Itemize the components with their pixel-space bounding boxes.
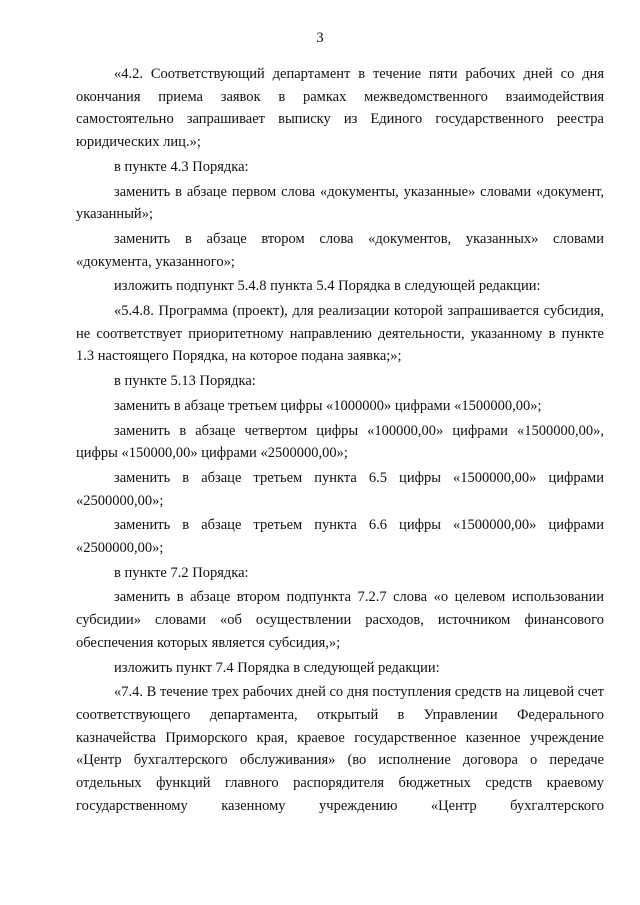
paragraph-replace-first: заменить в абзаце первом слова «документы, указанные» словами «документ, указанный»; <box>76 183 604 223</box>
paragraph-point-7-2: в пункте 7.2 Порядка: <box>114 564 249 581</box>
document-body <box>76 63 604 820</box>
paragraph-replace-third: заменить в абзаце третьем цифры «1000000» цифрами «1500000,00»; <box>114 397 542 414</box>
paragraph-replace-second: заменить в абзаце втором слова «документов, указанных» словами «документа, указанного»; <box>76 230 604 270</box>
paragraph-point-6-6: заменить в абзаце третьем пункта 6.6 цифры «1500000,00» цифрами «2500000,00»; <box>76 517 604 557</box>
paragraph-subpoint-5-4-8-intro: изложить подпункт 5.4.8 пункта 5.4 Порядка в следующей редакции: <box>114 278 541 295</box>
paragraph-point-6-5: заменить в абзаце третьем пункта 6.5 цифры «1500000,00» цифрами «2500000,00»; <box>76 469 604 509</box>
page-number: 3 <box>316 30 324 46</box>
paragraph-point-4-3: в пункте 4.3 Порядка: <box>114 158 249 175</box>
paragraph-replace-fourth: заменить в абзаце четвертом цифры «100000,00» цифрами «1500000,00», цифры «150000,00» цифрами «2500000,00»; <box>76 422 604 462</box>
paragraph-7-4: «7.4. В течение трех рабочих дней со дня поступления средств на лицевой счет соответствующего департамента, открытый в Управлении Федерального казначейства Приморского края, краевое государственное казенное учреждение «Центр бухгалтерского обслуживания» (во исполнение договора о передаче отдельных функций главного распорядителя бюджетных средств краевому государственному казенному учреждению «Центр бухгалтерского <box>76 684 604 814</box>
paragraph-point-5-13: в пункте 5.13 Порядка: <box>114 373 256 390</box>
paragraph-4-2: «4.2. Соответствующий департамент в течение пяти рабочих дней со дня окончания приема заявок в рамках межведомственного взаимодействия самостоятельно запрашивает выписку из Единого государственного реестра юридических лиц.»; <box>76 66 604 151</box>
paragraph-5-4-8: «5.4.8. Программа (проект), для реализации которой запрашивается субсидия, не соответствует приоритетному направлению деятельности, указанному в пункте 1.3 настоящего Порядка, на которое подана заявка;»; <box>76 303 604 365</box>
paragraph-subpoint-7-2-7: заменить в абзаце втором подпункта 7.2.7 слова «о целевом использовании субсидии» словами «об осуществлении расходов, источником финансового обеспечения которых является субсидия,»; <box>76 589 604 651</box>
paragraph-point-7-4-intro: изложить пункт 7.4 Порядка в следующей редакции: <box>114 659 440 676</box>
